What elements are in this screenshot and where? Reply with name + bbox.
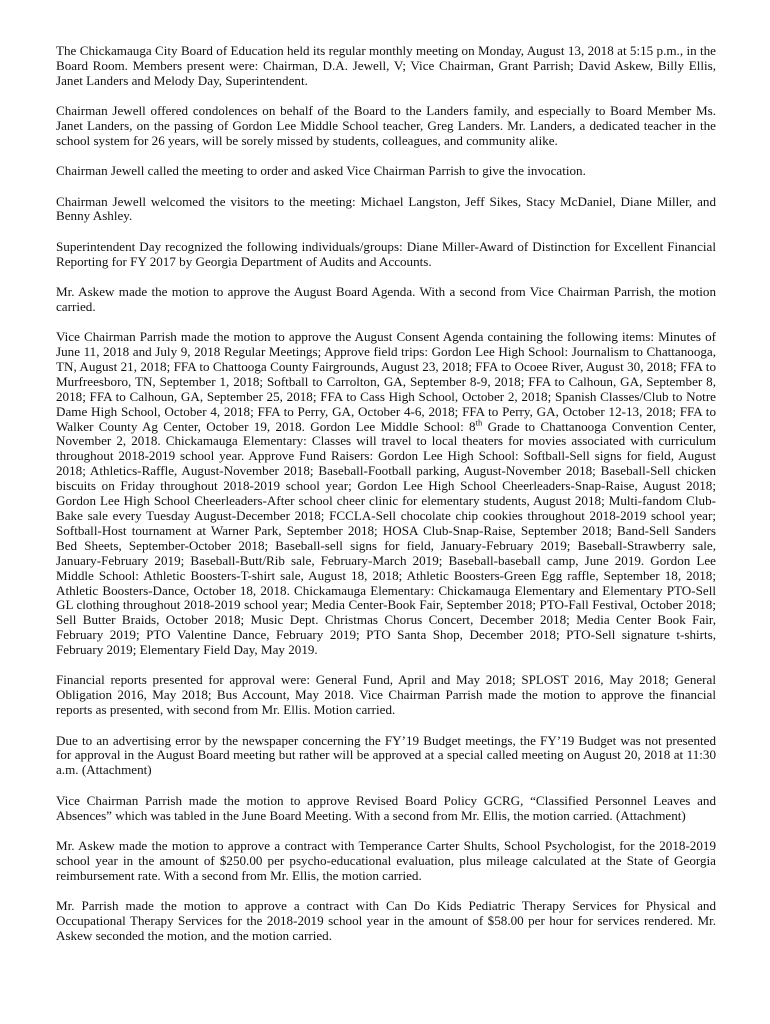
consent-agenda-text-part2: Grade to Chattanooga Convention Center, November 2, 2018. Chickamauga Elementary: Classes will travel to local theaters for movies associated with curriculum throughout 2018-2019 school year. Approve Fund Raisers: Gordon Lee High School: Softball-Sell signs for field, August 2018; Athletics-Raffle, August-November 2018; Baseball-Football parking, August-November 2018; Baseball-Sell chicken biscuits on Friday throughout 2018-2019 school year; Gordon Lee High School Cheerleaders-Snap-Raise, August 2018; Gordon Lee High School Cheerleaders-After school cheer clinic for elementary students, August 2018; Multi-fandom Club-Bake sale every Tuesday August-December 2018; FCCLA-Sell chocolate chip cookies throughout 2018-2019 school year; Softball-Host tournament at Warner Park, September 2018; HOSA Club-Snap-Raise, September 2018; Band-Sell Sanders Bed Sheets, September-October 2018; Baseball-sell signs for field, January-February 2019; Baseball-Strawberry sale, January-February 2019; Baseball-Butt/Rib sale, February-March 2019; Baseball-baseball camp, June 2019. Gordon Lee Middle School: Athletic Boosters-T-shirt sale, August 18, 2018; Athletic Boosters-Green Egg raffle, September 18, 2018; Athletic Boosters-Dance, October 18, 2018. Chickamauga Elementary: Chickamauga Elementary and Elementary PTO-Sell GL clothing throughout 2018-2019 school year; Media Center-Book Fair, September 2018; PTO-Fall Festival, October 2018; Sell Butter Braids, October 2018; Music Dept. Christmas Chorus Concert, December 2018; Media Center Book Fair, February 2019; PTO Valentine Dance, February 2019; PTO Santa Shop, December 2018; PTO-Sell signature t-shirts, February 2019; Elementary Field Day, May 2019. xyxy=(56,418,716,658)
psychologist-contract-paragraph: Mr. Askew made the motion to approve a contract with Temperance Carter Shults, School Psychologist, for the 2018-2019 school year in the amount of $250.00 per psycho-educational evaluation, plus mileage calculated at the State of Georgia reimbursement rate. With a second from Mr. Ellis, the motion carried. xyxy=(56,837,716,883)
condolences-paragraph: Chairman Jewell offered condolences on behalf of the Board to the Landers family, and especially to Board Member Ms. Janet Landers, on the passing of Gordon Lee Middle School teacher, Greg Landers. Mr. Landers, a dedicated teacher in the school system for 26 years, will be sorely missed by students, colleagues, and community alike. xyxy=(56,103,716,148)
invocation-paragraph: Chairman Jewell called the meeting to order and asked Vice Chairman Parrish to give the invocation. xyxy=(56,163,586,179)
policy-paragraph: Vice Chairman Parrish made the motion to approve Revised Board Policy GCRG, “Classified Personnel Leaves and Absences” which was tabled in the June Board Meeting. With a second from Mr. Ellis, the motion carried. (Attachment) xyxy=(56,792,716,823)
visitors-paragraph: Chairman Jewell welcomed the visitors to the meeting: Michael Langston, Jeff Sikes, Stacy McDaniel, Diane Miller, and Benny Ashley. xyxy=(56,193,716,224)
minutes-document xyxy=(56,44,716,959)
consent-agenda-paragraph xyxy=(56,330,716,658)
ordinal-suffix: th xyxy=(475,417,483,428)
consent-agenda-text-part1: Vice Chairman Parrish made the motion to approve the August Consent Agenda containing the following items: Minutes of June 11, 2018 and July 9, 2018 Regular Meetings; Approve field trips: Gordon Lee High School: Journalism to Chattanooga, TN, August 21, 2018; FFA to Chattooga County Fairgrounds, August 23, 2018; FFA to Ocoee River, August 30, 2018; FFA to Murfreesboro, TN, September 1, 2018; Softball to Carrolton, GA, September 8-9, 2018; FFA to Calhoun, GA, September 8, 2018; FFA to Calhoun, GA, September 25, 2018; FFA to Cass High School, October 2, 2018; Spanish Classes/Club to Notre Dame High School, October 4, 2018; FFA to Perry, GA, October 4-6, 2018; FFA to Perry, GA, October 12-13, 2018; FFA to Walker County Ag Center, October 19, 2018. Gordon Lee Middle School: 8 xyxy=(56,329,716,434)
therapy-contract-paragraph: Mr. Parrish made the motion to approve a contract with Can Do Kids Pediatric Therapy Services for Physical and Occupational Therapy Services for the 2018-2019 school year in the amount of $58.00 per hour for services rendered. Mr. Askew seconded the motion, and the motion carried. xyxy=(56,897,716,943)
recognition-paragraph: Superintendent Day recognized the following individuals/groups: Diane Miller-Award of Distinction for Excellent Financial Reporting for FY 2017 by Georgia Department of Audits and Accounts. xyxy=(56,238,716,269)
budget-paragraph: Due to an advertising error by the newspaper concerning the FY’19 Budget meetings, the FY’19 Budget was not presented for approval in the August Board meeting but rather will be approved at a special called meeting on August 20, 2018 at 11:30 a.m. (Attachment) xyxy=(56,732,716,778)
financial-reports-paragraph: Financial reports presented for approval were: General Fund, April and May 2018; SPLOST 2016, May 2018; General Obligation 2016, May 2018; Bus Account, May 2018. Vice Chairman Parrish made the motion to approve the financial reports as presented, with second from Mr. Ellis. Motion carried. xyxy=(56,672,716,718)
agenda-motion-paragraph: Mr. Askew made the motion to approve the August Board Agenda. With a second from Vice Chairman Parrish, the motion carried. xyxy=(56,283,716,314)
meeting-opening-paragraph: The Chickamauga City Board of Education held its regular monthly meeting on Monday, August 13, 2018 at 5:15 p.m., in the Board Room. Members present were: Chairman, D.A. Jewell, V; Vice Chairman, Grant Parrish; David Askew, Billy Ellis, Janet Landers and Melody Day, Superintendent. xyxy=(56,43,716,88)
